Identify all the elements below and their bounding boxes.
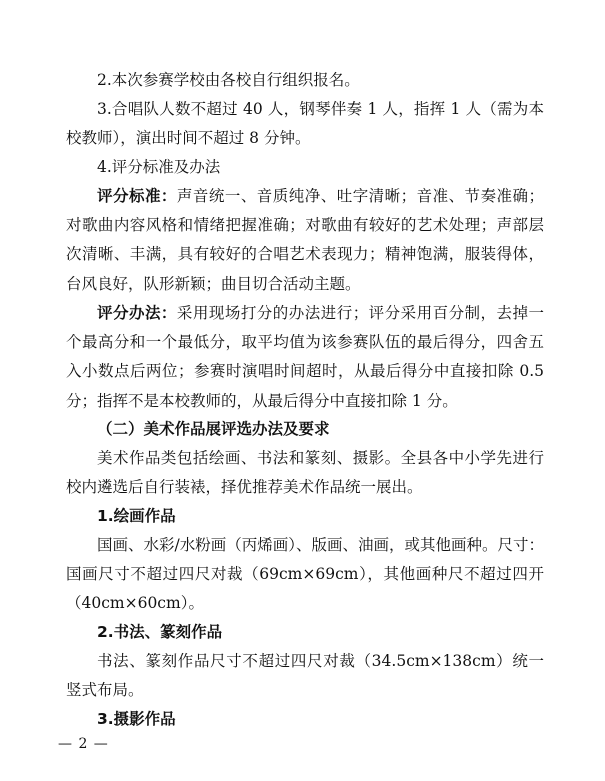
paragraph-registration: 2.本次参赛学校由各校自行组织报名。 bbox=[97, 71, 360, 89]
scoring-criteria-label: 评分标准： bbox=[97, 187, 177, 205]
paragraph-scoring-heading: 4.评分标准及办法 bbox=[97, 158, 221, 176]
scoring-criteria-text: 声音统一、音质纯净、吐字清晰；音准、节奏准确；对歌曲内容风格和情绪把握准确；对歌曲有较好的艺术处理；声部层次清晰、丰满，具有较好的合唱艺术表现力；精神饱满，服装得体，台风良好，队形新颖；曲目切合活动主题。 bbox=[66, 187, 544, 293]
heading-photography: 3.摄影作品 bbox=[97, 710, 176, 728]
paragraph-scoring-criteria bbox=[66, 182, 544, 299]
heading-painting: 1.绘画作品 bbox=[97, 507, 176, 525]
heading-calligraphy: 2.书法、篆刻作品 bbox=[97, 623, 223, 641]
section-heading-art: （二）美术作品展评选办法及要求 bbox=[97, 420, 330, 438]
scoring-method-label: 评分办法： bbox=[97, 304, 177, 322]
paragraph-choir-size: 3.合唱队人数不超过 40 人，钢琴伴奏 1 人，指挥 1 人（需为本校教师），演出时间不超过 8 分钟。 bbox=[66, 100, 544, 148]
scoring-method-text: 采用现场打分的办法进行；评分采用百分制，去掉一个最高分和一个最低分，取平均值为该参赛队伍的最后得分，四舍五入小数点后两位；参赛时演唱时间超时，从最后得分中直接扣除 0.5 分；指挥不是本校教师的，从最后得分中直接扣除 1 分。 bbox=[66, 304, 544, 410]
paragraph-scoring-method bbox=[66, 299, 544, 416]
paragraph-calligraphy: 书法、篆刻作品尺寸不超过四尺对裁（34.5cm×138cm）统一竖式布局。 bbox=[66, 652, 544, 700]
page-number: — 2 — bbox=[58, 736, 109, 752]
paragraph-painting: 国画、水彩/水粉画（丙烯画）、版画、油画，或其他画种。尺寸：国画尺寸不超过四尺对裁（69cm×69cm），其他画种尺不超过四开（40cm×60cm）。 bbox=[66, 536, 544, 613]
paragraph-art-intro: 美术作品类包括绘画、书法和篆刻、摄影。全县各中小学先进行校内遴选后自行装裱，择优推荐美术作品统一展出。 bbox=[66, 449, 544, 497]
